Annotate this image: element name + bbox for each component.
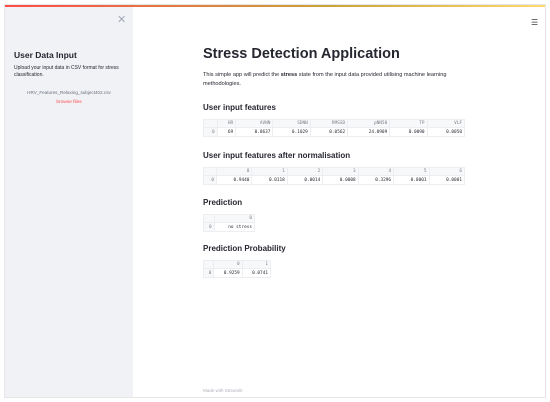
table-cell: 0.8637 bbox=[236, 128, 273, 137]
column-header: 3 bbox=[323, 168, 358, 176]
column-header: 1 bbox=[252, 168, 287, 176]
input-features-table bbox=[203, 119, 465, 137]
row-index: 0 bbox=[204, 128, 218, 137]
table-cell: 0.0118 bbox=[252, 176, 287, 185]
column-header: pNN50 bbox=[348, 120, 390, 128]
table-cell: 0.9440 bbox=[216, 176, 251, 185]
hamburger-menu-icon[interactable]: ☰ bbox=[531, 18, 539, 27]
column-header: 5 bbox=[394, 168, 429, 176]
table-cell: 0.0008 bbox=[323, 176, 358, 185]
normalised-features-table bbox=[203, 167, 465, 185]
section-heading-input: User input features bbox=[203, 103, 276, 112]
column-header: 2 bbox=[287, 168, 322, 176]
column-header bbox=[204, 215, 215, 223]
table-row bbox=[204, 223, 255, 232]
sidebar bbox=[5, 7, 133, 398]
table-cell: 0.0090 bbox=[390, 128, 427, 137]
table-cell: 0.9259 bbox=[214, 269, 242, 278]
column-header: 0 bbox=[214, 215, 254, 223]
row-index: 0 bbox=[204, 176, 217, 185]
sidebar-title: User Data Input bbox=[14, 50, 77, 60]
prediction-probability-table bbox=[203, 260, 271, 278]
table-cell: no stress bbox=[214, 223, 254, 232]
column-header bbox=[204, 168, 217, 176]
table-row bbox=[204, 269, 271, 278]
table-cell: 0.3296 bbox=[358, 176, 393, 185]
column-header: 1 bbox=[242, 261, 270, 269]
intro-text-end: state from the input data provided utilising machine learning methodologies. bbox=[203, 72, 447, 87]
table-cell: 0.0001 bbox=[394, 176, 429, 185]
column-header: HR bbox=[217, 120, 235, 128]
intro-text-start: This simple app will predict the bbox=[203, 72, 281, 78]
table-cell: 24.0909 bbox=[348, 128, 390, 137]
column-header bbox=[204, 120, 218, 128]
close-icon[interactable]: ✕ bbox=[117, 14, 127, 26]
table-cell: 0.0050 bbox=[427, 128, 464, 137]
intro-text bbox=[203, 71, 465, 89]
browse-files-button[interactable]: browse files bbox=[56, 100, 82, 105]
table-cell: 0.0562 bbox=[310, 128, 347, 137]
column-header: RMSSD bbox=[310, 120, 347, 128]
uploaded-file-name: HRV_Features_Relaxing_subject402.csv bbox=[27, 90, 111, 95]
intro-text-bold: stress bbox=[280, 72, 298, 78]
table-cell: 0.1029 bbox=[273, 128, 310, 137]
table-cell: 0.0741 bbox=[242, 269, 270, 278]
row-index: 0 bbox=[204, 269, 214, 278]
column-header: 0 bbox=[216, 168, 251, 176]
table-cell: 0.0014 bbox=[287, 176, 322, 185]
column-header: 4 bbox=[358, 168, 393, 176]
column-header: TP bbox=[390, 120, 427, 128]
section-heading-normalised: User input features after normalisation bbox=[203, 151, 351, 160]
table-header-row bbox=[204, 261, 271, 269]
app-window bbox=[4, 4, 546, 398]
page-title: Stress Detection Application bbox=[203, 46, 400, 62]
column-header: AVNN bbox=[236, 120, 273, 128]
prediction-table bbox=[203, 214, 255, 232]
table-header-row bbox=[204, 168, 465, 176]
column-header: SDNN bbox=[273, 120, 310, 128]
table-header-row bbox=[204, 120, 465, 128]
table-row bbox=[204, 176, 465, 185]
column-header: 6 bbox=[429, 168, 464, 176]
section-heading-probability: Prediction Probability bbox=[203, 244, 286, 253]
table-row bbox=[204, 128, 465, 137]
column-header bbox=[204, 261, 214, 269]
column-header: VLF bbox=[427, 120, 464, 128]
table-cell: 69 bbox=[217, 128, 235, 137]
sidebar-description: Upload your input data in CSV format for stress classification. bbox=[14, 65, 119, 78]
footer-text: Made with Streamlit bbox=[203, 388, 243, 393]
column-header: 0 bbox=[214, 261, 242, 269]
table-cell: 0.0001 bbox=[429, 176, 464, 185]
table-header-row bbox=[204, 215, 255, 223]
section-heading-prediction: Prediction bbox=[203, 198, 243, 207]
row-index: 0 bbox=[204, 223, 215, 232]
